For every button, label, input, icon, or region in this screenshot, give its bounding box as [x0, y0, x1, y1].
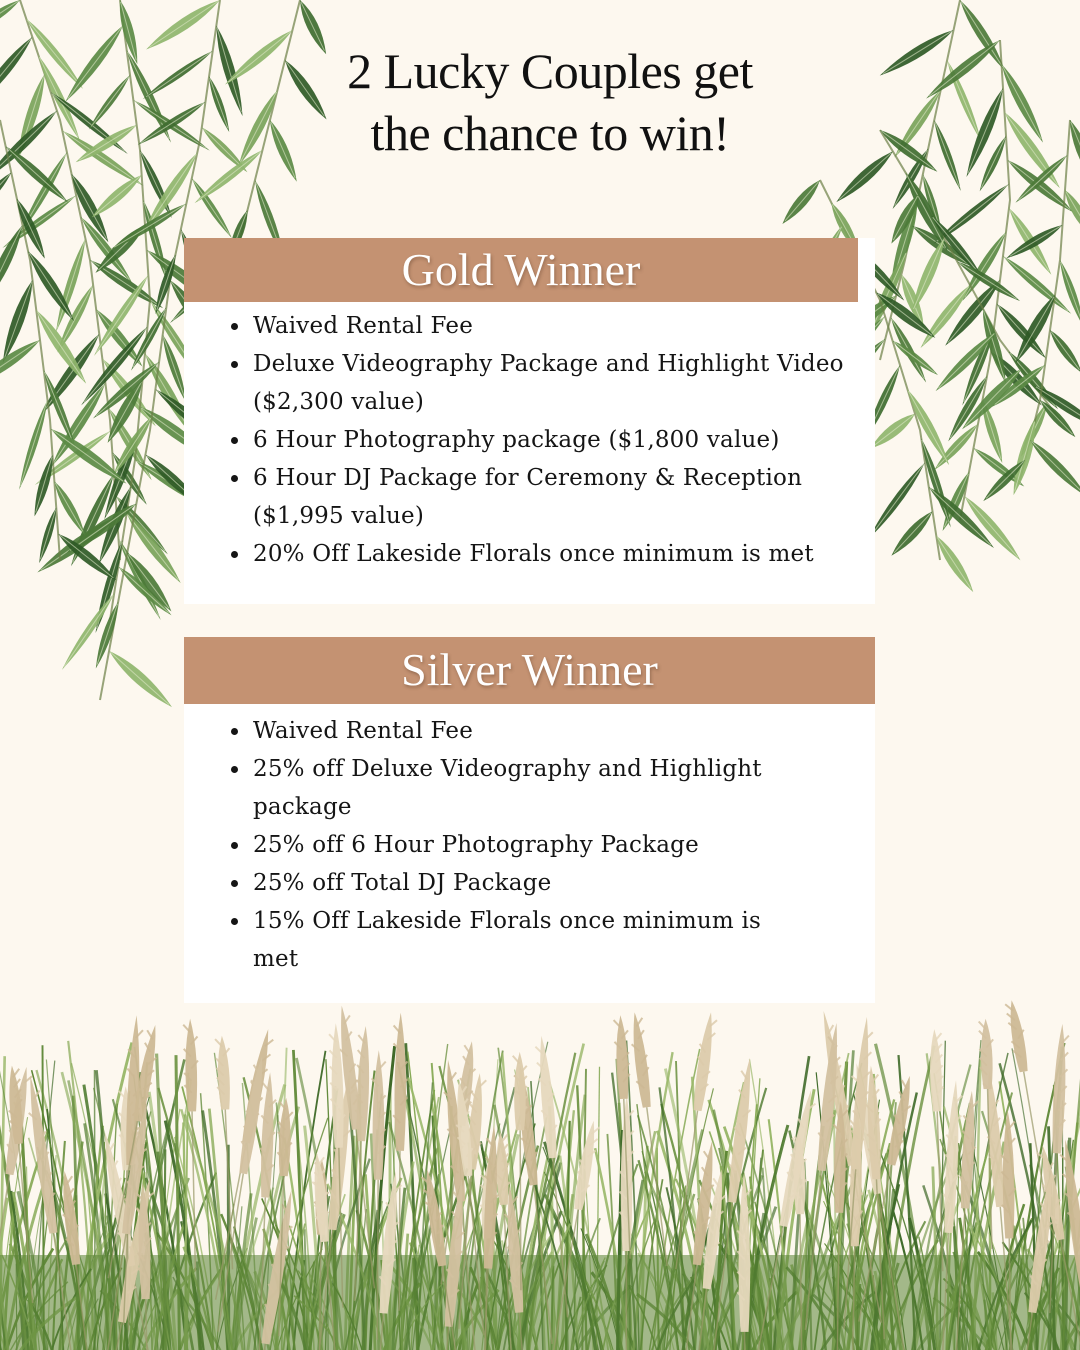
silver-prize-list — [224, 712, 811, 978]
headline-line-1: 2 Lucky Couples get — [347, 43, 753, 99]
list-item: • Deluxe Videography Package and Highlight Video ($2,300 value) — [251, 345, 861, 421]
headline-line-2: the chance to win! — [370, 105, 730, 161]
gold-winner-title: Gold Winner — [184, 238, 858, 302]
gold-winner-card — [184, 238, 875, 604]
silver-winner-card — [184, 637, 875, 1003]
headline — [290, 40, 810, 164]
list-item: • 25% off Deluxe Videography and Highlight package — [251, 750, 811, 826]
list-item: • 15% Off Lakeside Florals once minimum is met — [251, 902, 811, 978]
list-item: • 6 Hour DJ Package for Ceremony & Reception ($1,995 value) — [251, 459, 861, 535]
grass-base — [0, 1255, 1080, 1350]
list-item: • 6 Hour Photography package ($1,800 value) — [251, 421, 861, 459]
gold-prize-list — [224, 307, 861, 573]
silver-winner-title: Silver Winner — [184, 637, 875, 704]
list-item: • 20% Off Lakeside Florals once minimum is met — [251, 535, 861, 573]
list-item: • 25% off 6 Hour Photography Package — [251, 826, 811, 864]
list-item: • Waived Rental Fee — [251, 712, 811, 750]
list-item: • Waived Rental Fee — [251, 307, 861, 345]
list-item: • 25% off Total DJ Package — [251, 864, 811, 902]
